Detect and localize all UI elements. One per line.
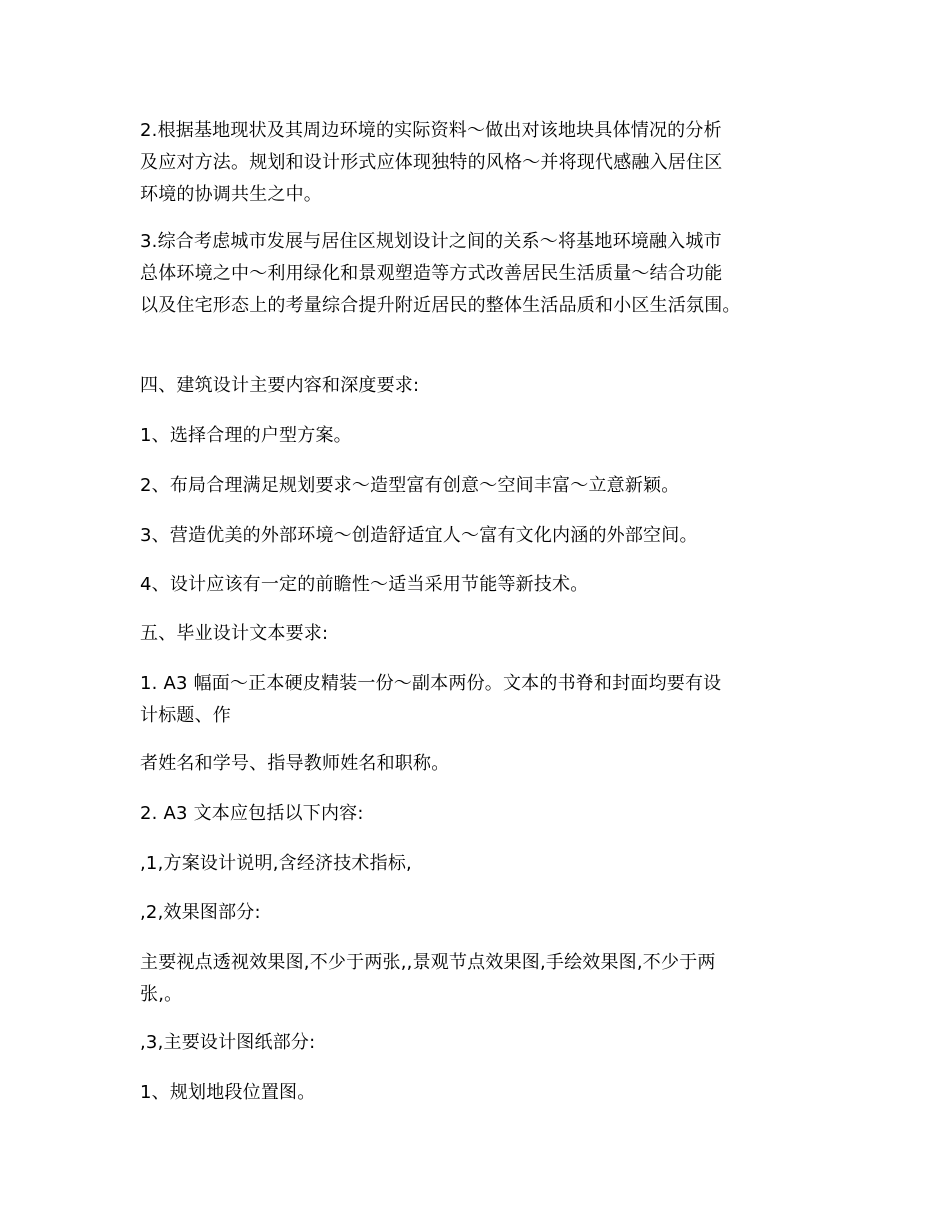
sub-item-3: ,3,主要设计图纸部分: — [140, 1032, 316, 1053]
paragraph-2-line-2: 及应对方法。规划和设计形式应体现独特的风格～并将现代感融入居住区 — [140, 152, 723, 173]
sub-item-2: ,2,效果图部分: — [140, 902, 261, 923]
section-heading-5: 五、毕业设计文本要求: — [140, 623, 329, 644]
paragraph-3-line-3: 以及住宅形态上的考量综合提升附近居民的整体生活品质和小区生活氛围。 — [140, 295, 741, 316]
requirement-2: 2. A3 文本应包括以下内容: — [140, 803, 364, 824]
requirement-1-line-3: 者姓名和学号、指导教师姓名和职称。 — [140, 753, 450, 774]
list-item: 1、选择合理的户型方案。 — [140, 425, 352, 446]
sub-item-1: ,1,方案设计说明,含经济技术指标, — [140, 853, 412, 874]
paragraph-3-line-2: 总体环境之中～利用绿化和景观塑造等方式改善居民生活质量～结合功能 — [140, 263, 723, 284]
paragraph-2-line-1: 2.根据基地现状及其周边环境的实际资料～做出对该地块具体情况的分析 — [140, 120, 722, 141]
list-item: 1、规划地段位置图。 — [140, 1082, 316, 1103]
sub-item-2-detail-line-1: 主要视点透视效果图,不少于两张,,景观节点效果图,手绘效果图,不少于两 — [140, 952, 716, 973]
requirement-1-line-1: 1. A3 幅面～正本硬皮精装一份～副本两份。文本的书脊和封面均要有设 — [140, 673, 722, 694]
list-item: 3、营造优美的外部环境～创造舒适宜人～富有文化内涵的外部空间。 — [140, 525, 698, 546]
list-item: 2、布局合理满足规划要求～造型富有创意～空间丰富～立意新颖。 — [140, 475, 680, 496]
section-heading-4: 四、建筑设计主要内容和深度要求: — [140, 375, 420, 396]
list-item: 4、设计应该有一定的前瞻性～适当采用节能等新技术。 — [140, 574, 589, 595]
paragraph-3-line-1: 3.综合考虑城市发展与居住区规划设计之间的关系～将基地环境融入城市 — [140, 231, 722, 252]
sub-item-2-detail-line-2: 张,。 — [140, 984, 183, 1005]
paragraph-2-line-3: 环境的协调共生之中。 — [140, 184, 322, 205]
requirement-1-line-2: 计标题、作 — [140, 705, 231, 726]
